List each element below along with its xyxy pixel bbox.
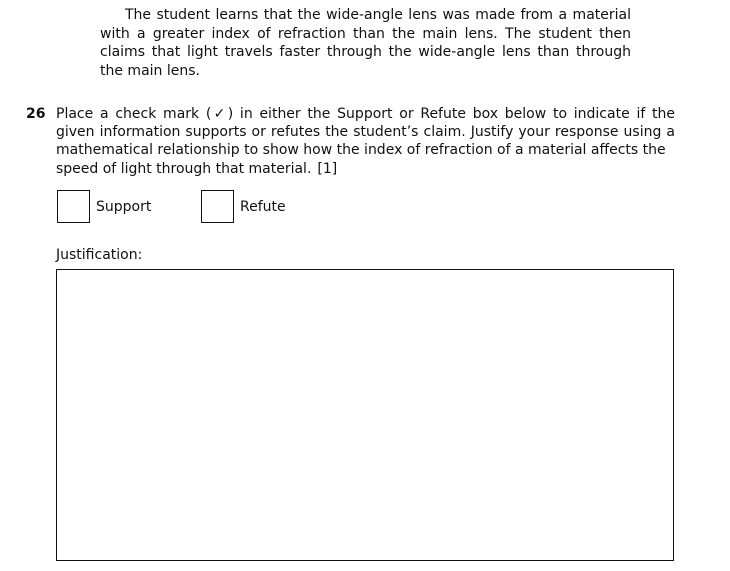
refute-option[interactable] xyxy=(201,190,286,223)
question-prompt-text: Place a check mark (✓) in either the Support or Refute box below to indicate if the given information supports or refutes the student’s claim. Justify your response using a mathematical relationship to show how the index of refraction of a material affects the xyxy=(56,106,675,159)
justification-answer-box[interactable] xyxy=(56,269,674,561)
support-label: Support xyxy=(96,198,152,215)
refute-label: Refute xyxy=(240,198,286,215)
question-prompt-last-line xyxy=(56,160,675,178)
support-option[interactable] xyxy=(57,190,151,223)
question-number: 26 xyxy=(26,106,46,122)
intro-paragraph: The student learns that the wide-angle lens was made from a material with a greater index of refraction than the main lens. The student then claims that light travels faster through the wide-angle lens than through the main lens. xyxy=(100,7,631,79)
question-prompt xyxy=(56,105,675,178)
justification-label: Justification: xyxy=(56,247,143,263)
refute-checkbox[interactable] xyxy=(201,190,234,223)
point-value: [1] xyxy=(317,160,338,177)
question-prompt-last-line-text: speed of light through that material. xyxy=(56,160,312,177)
support-checkbox[interactable] xyxy=(57,190,90,223)
